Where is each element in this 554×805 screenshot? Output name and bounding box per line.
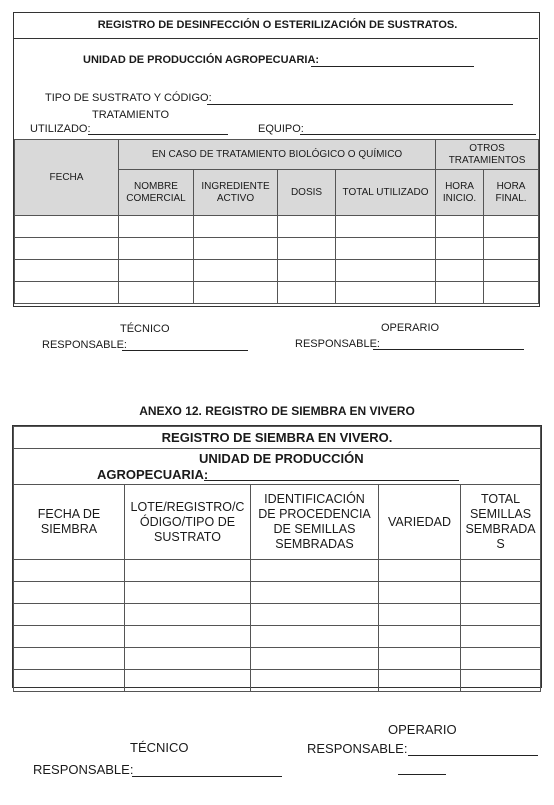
header-fecha-siembra: FECHA DE SIEMBRA (14, 485, 125, 560)
tecnico-label-bottom: RESPONSABLE: (42, 339, 127, 351)
table-row[interactable] (15, 238, 539, 260)
header-hora-inicio: HORA INICIO. (436, 170, 484, 216)
sowing-form (12, 425, 542, 688)
annex-title: ANEXO 12. REGISTRO DE SIEMBRA EN VIVERO (139, 404, 415, 418)
table-row[interactable] (14, 604, 541, 626)
header-hora-final: HORA FINAL. (484, 170, 539, 216)
table-row[interactable] (14, 626, 541, 648)
header-chemical-group: EN CASO DE TRATAMIENTO BIOLÓGICO O QUÍMICO (119, 140, 436, 170)
tecnico-signature-line[interactable] (122, 350, 248, 351)
operario-signature-line[interactable] (373, 349, 524, 350)
header-fecha: FECHA (15, 140, 119, 216)
operario-label-bottom: RESPONSABLE: (295, 338, 380, 350)
table-row[interactable] (15, 260, 539, 282)
disinfection-form (13, 12, 540, 307)
header-other-group: OTROS TRATAMIENTOS (436, 140, 539, 170)
substrate-field[interactable] (207, 104, 513, 105)
disinfection-table (14, 139, 539, 304)
equipment-field[interactable] (300, 134, 536, 135)
header-ingrediente: INGREDIENTE ACTIVO (194, 170, 278, 216)
unit-field[interactable] (204, 480, 459, 481)
header-variedad: VARIEDAD (379, 485, 461, 560)
sowing-table (13, 426, 541, 692)
operario2-signature-line[interactable] (408, 755, 538, 756)
header-dosis: DOSIS (278, 170, 336, 216)
header-identificacion: IDENTIFICACIÓN DE PROCEDENCIA DE SEMILLAS SEMBRADAS (251, 485, 379, 560)
treatment-label-bottom: UTILIZADO: (30, 123, 91, 135)
table-row[interactable] (14, 560, 541, 582)
operario-label-top: OPERARIO (381, 322, 440, 334)
operario2-label-top: OPERARIO (388, 722, 457, 737)
unit-label: UNIDAD DE PRODUCCIÓN AGROPECUARIA: (83, 54, 320, 66)
unit-field[interactable] (311, 66, 474, 67)
table-row[interactable] (14, 648, 541, 670)
form-title: REGISTRO DE DESINFECCIÓN O ESTERILIZACIÓN DE SUSTRATOS. (97, 19, 458, 31)
header-nombre: NOMBRE COMERCIAL (119, 170, 194, 216)
table-row[interactable] (15, 216, 539, 238)
tecnico2-signature-line[interactable] (132, 776, 282, 777)
table-row[interactable] (14, 582, 541, 604)
operario2-extra-line[interactable] (398, 774, 446, 775)
equipment-label: EQUIPO: (258, 123, 304, 135)
unit-cell (14, 449, 541, 485)
tecnico2-label-top: TÉCNICO (130, 740, 189, 755)
treatment-label-top: TRATAMIENTO (92, 109, 169, 121)
form-title: REGISTRO DE SIEMBRA EN VIVERO. (14, 427, 541, 449)
header-total: TOTAL UTILIZADO (336, 170, 436, 216)
table-row[interactable] (15, 282, 539, 304)
operario2-label-bottom: RESPONSABLE: (307, 741, 408, 756)
substrate-label: TIPO DE SUSTRATO Y CÓDIGO: (45, 92, 212, 104)
tecnico2-label-bottom: RESPONSABLE: (33, 762, 134, 777)
title-divider (14, 38, 538, 39)
header-lote: LOTE/REGISTRO/C ÓDIGO/TIPO DE SUSTRATO (125, 485, 251, 560)
treatment-field[interactable] (88, 134, 228, 135)
unit-label-top: UNIDAD DE PRODUCCIÓN (199, 451, 364, 466)
table-row[interactable] (14, 670, 541, 692)
tecnico-label-top: TÉCNICO (120, 323, 170, 335)
header-total-semillas: TOTAL SEMILLAS SEMBRADA S (461, 485, 541, 560)
unit-label-bottom: AGROPECUARIA: (97, 467, 209, 482)
